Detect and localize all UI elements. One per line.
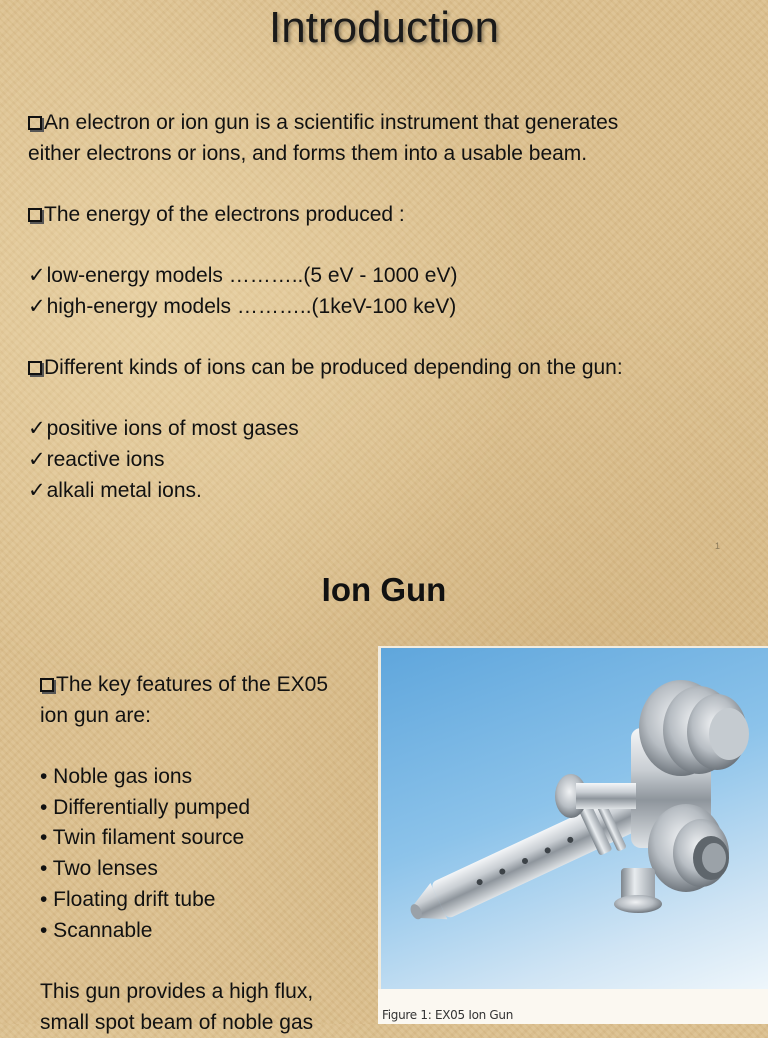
paragraph-key-features: The key features of the EX05 bbox=[40, 669, 328, 700]
paragraph-electron-gun-cont: either electrons or ions, and forms them into a usable beam. bbox=[28, 142, 588, 165]
ion-gun-illustration bbox=[381, 648, 768, 989]
paragraph-energy: The energy of the electrons produced : bbox=[28, 200, 405, 230]
checkbox-bullet-icon bbox=[40, 678, 54, 692]
ion-gun-photo bbox=[378, 646, 768, 989]
list-item-reactive-ions: ✓reactive ions bbox=[28, 448, 165, 471]
checkbox-bullet-icon bbox=[28, 361, 42, 375]
list-item-low-energy: ✓low-energy models ………..(5 eV - 1000 eV) bbox=[28, 264, 458, 287]
paragraph-closing-cont: small spot beam of noble gas bbox=[40, 1011, 314, 1034]
slide-title: Introduction bbox=[269, 3, 499, 52]
figure-caption: Figure 1: EX05 Ion Gun bbox=[382, 1008, 514, 1022]
feature-item: • Scannable bbox=[40, 919, 153, 942]
checkmark-icon: ✓ bbox=[28, 448, 46, 471]
slide-number: 1 bbox=[714, 541, 720, 551]
feature-item: • Noble gas ions bbox=[40, 765, 193, 788]
list-item-alkali-ions: ✓alkali metal ions. bbox=[28, 479, 202, 502]
feature-item: • Two lenses bbox=[40, 857, 158, 880]
checkbox-bullet-icon bbox=[28, 208, 42, 222]
checkmark-icon: ✓ bbox=[28, 264, 46, 287]
list-item-positive-ions: ✓positive ions of most gases bbox=[28, 417, 299, 440]
paragraph-ion-kinds: Different kinds of ions can be produced depending on the gun: bbox=[28, 353, 623, 383]
checkmark-icon: ✓ bbox=[28, 417, 46, 440]
slide-title-ion-gun: Ion Gun bbox=[321, 571, 447, 608]
checkbox-bullet-icon bbox=[28, 116, 42, 130]
feature-item: • Floating drift tube bbox=[40, 888, 216, 911]
feature-item: • Differentially pumped bbox=[40, 796, 251, 819]
paragraph-closing: This gun provides a high flux, bbox=[40, 980, 314, 1003]
checkmark-icon: ✓ bbox=[28, 479, 46, 502]
feature-item: • Twin filament source bbox=[40, 826, 245, 849]
paragraph-electron-gun: An electron or ion gun is a scientific instrument that generates bbox=[28, 108, 618, 138]
checkmark-icon: ✓ bbox=[28, 295, 46, 318]
list-item-high-energy: ✓high-energy models ………..(1keV-100 keV) bbox=[28, 295, 457, 318]
paragraph-key-features-cont: ion gun are: bbox=[40, 704, 151, 727]
